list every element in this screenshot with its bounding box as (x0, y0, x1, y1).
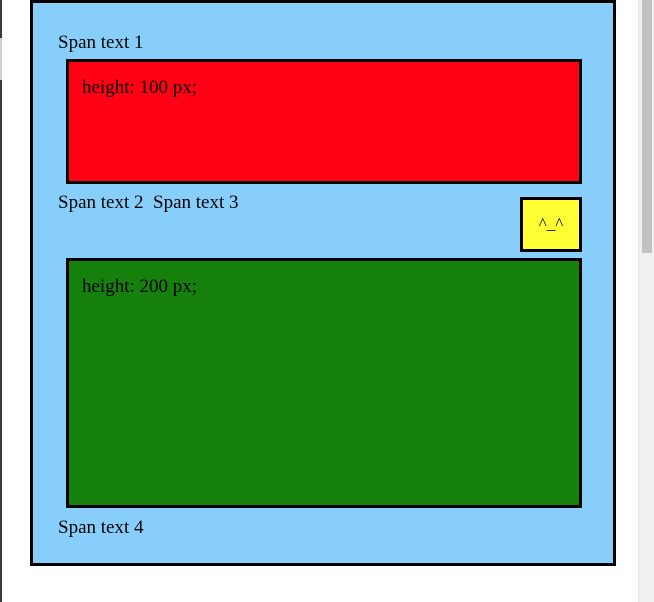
window-left-edge (0, 0, 2, 602)
blue-container (30, 0, 616, 566)
green-box (66, 258, 582, 508)
smiley-face-text: ^_^ (538, 214, 564, 233)
span-text-3: Span text 3 (153, 192, 239, 213)
red-box-label: height: 100 px; (82, 77, 198, 98)
yellow-float-box (520, 197, 582, 252)
green-box-label: height: 200 px; (82, 276, 198, 297)
scrollbar-thumb[interactable] (642, 0, 652, 253)
red-box (66, 59, 582, 184)
span-text-2: Span text 2 (58, 192, 144, 213)
span-text-1: Span text 1 (58, 32, 144, 53)
vertical-scrollbar[interactable] (638, 0, 654, 602)
window-edge-tick (0, 38, 2, 80)
span-text-4: Span text 4 (58, 517, 144, 538)
